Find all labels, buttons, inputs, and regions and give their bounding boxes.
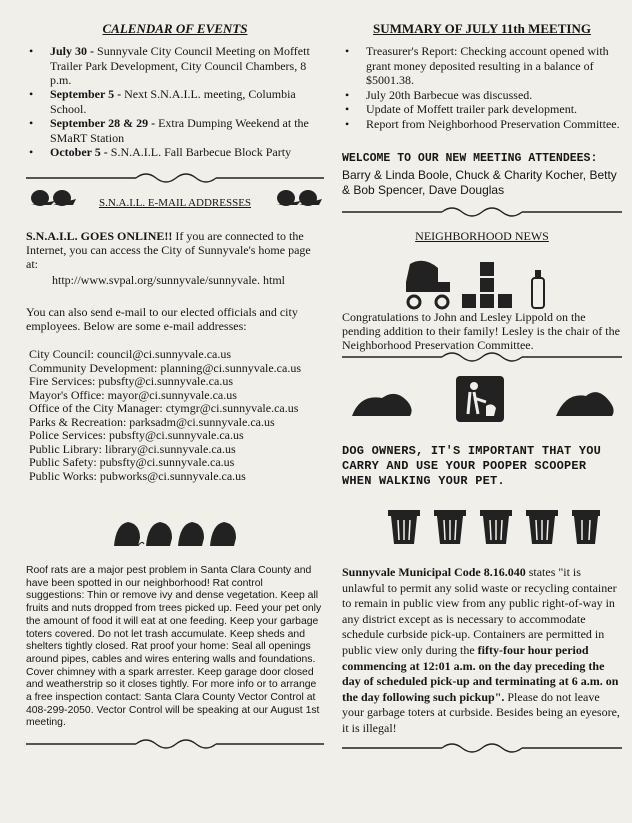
online-paragraph [26,229,324,271]
contact-paragraph: You can also send e-mail to our elected officials and city employees. Below are some e-mail addresses: [26,305,298,333]
event-date: September 5 - [50,87,122,101]
email-entry[interactable]: Public Library: library@ci.sunnyvale.ca.us [29,441,236,456]
event-text: Extra Dumping Weekend at the SMaRT Station [50,116,309,145]
event-text: Next S.N.A.I.L. meeting, Columbia School. [50,87,296,116]
ornamental-divider [342,204,622,220]
dog-owners-paragraph: DOG OWNERS, IT'S IMPORTANT THAT YOU CARRY AND USE YOUR POOPER SCOOPER WHEN WALKING YOUR PET. [342,444,602,488]
email-list [29,348,324,483]
ornamental-divider [342,349,622,365]
snail-icon [28,188,76,208]
welcome-heading: WELCOME TO OUR NEW MEETING ATTENDEES: [342,152,598,165]
bullet-icon: • [345,116,350,131]
summary-list [342,44,622,131]
ornamental-divider [26,170,324,186]
neighborhood-paragraph: Congratulations to John and Lesley Lippold on the pending addition to their family! Lesley is the chair of the Neighborhood Preservation Committee. [342,310,620,352]
ornamental-divider [342,740,622,756]
bullet-icon: • [345,102,350,116]
event-date: September 28 & 29 - [50,116,156,130]
event-text: Sunnyvale City Council Meeting on Moffett Trailer Park Development, City Council Chambers, 8 p.m. [50,44,310,87]
neighborhood-heading: NEIGHBORHOOD NEWS [415,229,549,243]
welcome-names: Barry & Linda Boole, Chuck & Charity Kocher, Betty & Bob Spencer, Dave Douglas [342,168,617,197]
email-entry[interactable]: Fire Services: pubsfty@ci.sunnyvale.ca.us [29,374,234,388]
email-entry[interactable]: Mayor's Office: mayor@ci.sunnyvale.ca.us [29,387,237,402]
dog-illustration [346,372,622,426]
rats-illustration [112,516,240,552]
summary-text: Report from Neighborhood Preservation Committee. [366,116,620,131]
calendar-event [26,87,324,116]
summary-text: Treasurer's Report: Checking account opened with grant money deposited resulting in a balance of $5001.38. [366,44,609,87]
calendar-event [26,44,324,87]
bullet-icon: • [345,44,350,58]
bullet-icon: • [29,44,34,58]
email-entry[interactable]: Police Services: pubsfty@ci.sunnyvale.ca.us [29,428,244,442]
summary-item [342,102,622,117]
event-text: S.N.A.I.L. Fall Barbecue Block Party [107,145,292,159]
baby-items-illustration [402,256,562,312]
calendar-list [26,44,324,160]
bullet-icon: • [29,87,34,101]
summary-heading: SUMMARY OF JULY 11th MEETING [373,21,591,36]
summary-text: Update of Moffett trailer park development. [366,102,578,116]
calendar-heading: CALENDAR OF EVENTS [102,21,248,36]
email-entry[interactable]: Office of the City Manager: ctymgr@ci.sunnyvale.ca.us [29,401,299,415]
garbage-toters-illustration [382,506,602,546]
summary-text: July 20th Barbecue was discussed. [366,87,533,102]
calendar-event [26,145,324,160]
bullet-icon: • [29,116,34,130]
online-text: If you are connected to the Internet, you can access the City of Sunnyvale's home page at: [26,229,311,271]
municipal-code-paragraph [342,565,622,737]
snail-icon [274,188,322,208]
online-heading: S.N.A.I.L. GOES ONLINE!! [26,229,173,243]
rats-paragraph: Roof rats are a major pest problem in Santa Clara County and have been spotted in our neighborhood! Rat control suggestions: Thin or remove ivy and dense vegetation. Keep all fruits and nuts dropped from trees picked up. Feed your pet only the amount of food it will eat at one feeding. Keep your garbage toters covered. Do not let trash accumulate. Keep sheds and shelters tightly closed. Rat proof your home: Seal all openings around pipes, cables and wires entering walls and foundations. Cover chimney with a spark arrester. Keep garage door closed and weatherstrip so it closes tightly. For more info or to arrange a free inspection contact: Santa Clara County Vector Control at 408-299-2050. Vector Control will be speaking at our August 1st meeting. [26,565,322,729]
email-entry[interactable]: Public Safety: pubsfty@ci.sunnyvale.ca.us [29,455,235,469]
code-closing-text: Please do not leave your garbage toters at curbside. Besides being an eyesore, it is illegal! [342,689,620,735]
event-date: July 30 - [50,44,95,58]
event-date: October 5 - [50,145,108,159]
email-entry[interactable]: Public Works: pubworks@ci.sunnyvale.ca.us [29,468,246,483]
email-entry[interactable]: City Council: council@ci.sunnyvale.ca.us [29,347,232,361]
summary-item [342,88,622,103]
email-heading: S.N.A.I.L. E-MAIL ADDRESSES [98,197,252,209]
bullet-icon: • [29,145,34,159]
email-entry[interactable]: Community Development: planning@ci.sunnyvale.ca.us [29,360,302,375]
summary-item [342,117,622,132]
summary-item [342,44,622,88]
code-reference: Sunnyvale Municipal Code 8.16.040 [342,565,526,579]
bullet-icon: • [345,87,350,102]
city-url-link[interactable]: http://www.svpal.org/sunnyvale/sunnyvale. html [52,273,285,287]
calendar-event [26,116,324,145]
code-time-window: fifty-four hour period commencing at 12:01 a.m. on the day preceding the day of scheduled pick-up and terminating at 6 a.m. on the day following such pickup". [342,642,619,704]
email-entry[interactable]: Parks & Recreation: parksadm@ci.sunnyvale.ca.us [29,414,275,429]
ornamental-divider [26,736,324,752]
code-text: states "it is unlawful to permit any solid waste or recycling container to remain in public view from any public right-of-way in any district except as is necessary to accommodate schedule curbside pick-up. Containers are permitted in public view only during the [342,565,617,657]
